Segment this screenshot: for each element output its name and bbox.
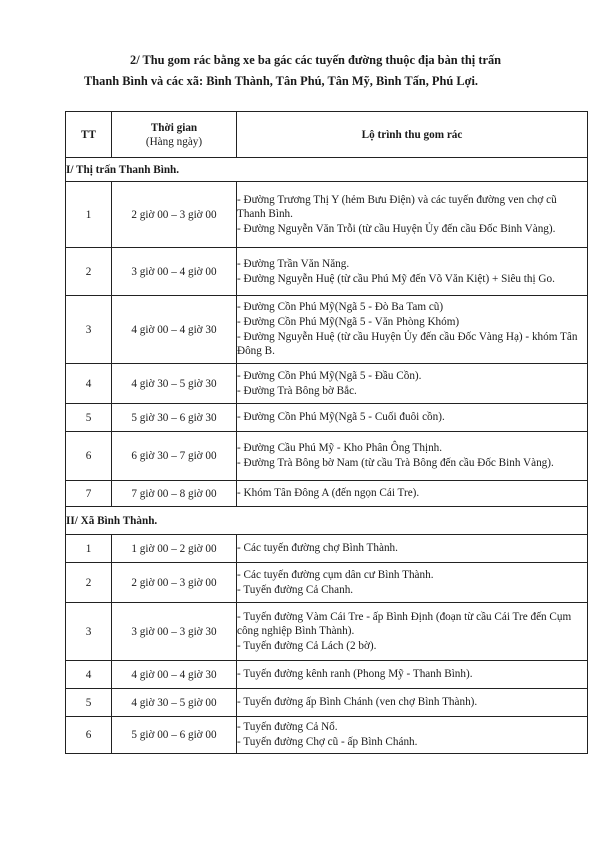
- table-row: [66, 404, 588, 432]
- row-route: [237, 535, 588, 563]
- table-row: [66, 182, 588, 248]
- table-row: [66, 535, 588, 563]
- row-time: 4 giờ 00 – 4 giờ 30: [112, 661, 237, 689]
- row-route: [237, 248, 588, 296]
- table-row: [66, 364, 588, 404]
- route-item: - Các tuyến đường chợ Bình Thành.: [237, 542, 398, 555]
- row-time: 6 giờ 30 – 7 giờ 00: [112, 432, 237, 481]
- row-time: 5 giờ 00 – 6 giờ 00: [112, 717, 237, 754]
- route-item: - Đường Trương Thị Y (hẻm Bưu Điện) và các tuyến đường ven chợ cũ Thanh Bình.: [237, 193, 557, 221]
- heading-line-1: 2/ Thu gom rác bằng xe ba gác các tuyến đường thuộc địa bàn thị trấn: [130, 53, 502, 67]
- row-number: 6: [66, 717, 112, 754]
- route-item: - Đường Nguyễn Huệ (từ cầu Phú Mỹ đến Võ Văn Kiệt) + Siêu thị Go.: [237, 272, 555, 285]
- route-item: - Các tuyến đường cụm dân cư Bình Thành.: [237, 568, 434, 581]
- row-number: 4: [66, 661, 112, 689]
- route-item: - Đường Cầu Phú Mỹ - Kho Phân Ông Thịnh.: [237, 442, 443, 455]
- header-time-sub: (Hàng ngày): [145, 135, 203, 148]
- row-time: 5 giờ 30 – 6 giờ 30: [112, 404, 237, 432]
- row-number: 1: [66, 535, 112, 563]
- table-row: [66, 563, 588, 603]
- row-time: 1 giờ 00 – 2 giờ 00: [112, 535, 237, 563]
- table-row: [66, 717, 588, 754]
- route-item: - Tuyến đường Chợ cũ - ấp Bình Chánh.: [237, 736, 418, 748]
- route-item: - Đường Cồn Phú Mỹ(Ngã 5 - Cuối đuôi cồn).: [237, 411, 445, 424]
- section-row: [66, 507, 588, 535]
- table-row: [66, 689, 588, 717]
- row-route: [237, 182, 588, 248]
- row-time: 4 giờ 00 – 4 giờ 30: [112, 296, 237, 364]
- section-row: [66, 158, 588, 182]
- route-item: - Khóm Tân Đông A (đến ngọn Cái Tre).: [237, 487, 420, 500]
- row-route: [237, 364, 588, 404]
- table-header-row: [66, 112, 588, 158]
- route-item: - Tuyến đường Cả Chanh.: [237, 583, 354, 596]
- route-item: - Đường Trà Bông bờ Nam (từ cầu Trà Bông đến cầu Đốc Binh Vàng).: [237, 457, 554, 469]
- route-item: - Đường Cồn Phú Mỹ(Ngã 5 - Văn Phòng Khóm): [237, 315, 460, 328]
- row-number: 6: [66, 432, 112, 481]
- row-route: [237, 717, 588, 754]
- row-number: 7: [66, 481, 112, 507]
- row-time: 4 giờ 30 – 5 giờ 00: [112, 689, 237, 717]
- row-time: 7 giờ 00 – 8 giờ 00: [112, 481, 237, 507]
- row-number: 1: [66, 182, 112, 248]
- heading-line-2: Thanh Bình và các xã: Bình Thành, Tân Phú, Tân Mỹ, Bình Tấn, Phú Lợi.: [84, 74, 479, 88]
- route-item: - Đường Nguyễn Văn Trỗi (từ cầu Huyện Ủy đến cầu Đốc Binh Vàng).: [237, 222, 556, 235]
- table-row: [66, 432, 588, 481]
- route-item: - Tuyến đường Cả Lách (2 bờ).: [237, 639, 377, 652]
- table-row: [66, 603, 588, 661]
- header-tt: TT: [66, 112, 112, 158]
- route-item: - Tuyến đường ấp Bình Chánh (ven chợ Bình Thành).: [237, 696, 478, 709]
- row-time: 2 giờ 00 – 3 giờ 00: [112, 563, 237, 603]
- header-time-label: Thời gian: [150, 121, 198, 134]
- route-item: - Tuyến đường kênh ranh (Phong Mỹ - Thanh Bình).: [237, 668, 473, 681]
- header-time: [112, 112, 237, 158]
- row-number: 4: [66, 364, 112, 404]
- route-item: - Đường Cồn Phú Mỹ(Ngã 5 - Đò Ba Tam cũ): [237, 301, 444, 314]
- row-route: [237, 404, 588, 432]
- row-route: [237, 661, 588, 689]
- section-title: I/ Thị trấn Thanh Bình.: [66, 158, 588, 182]
- row-route: [237, 481, 588, 507]
- route-item: - Đường Trà Bông bờ Bắc.: [237, 384, 357, 397]
- table-row: [66, 661, 588, 689]
- row-number: 5: [66, 404, 112, 432]
- row-route: [237, 296, 588, 364]
- row-number: 3: [66, 296, 112, 364]
- route-item: - Tuyến đường Vàm Cái Tre - ấp Bình Định (đoạn từ cầu Cái Tre đến Cụm công nghiệp Bình Thành).: [237, 610, 572, 638]
- table-row: [66, 248, 588, 296]
- row-route: [237, 603, 588, 661]
- row-route: [237, 689, 588, 717]
- header-route: Lộ trình thu gom rác: [237, 112, 588, 158]
- row-time: 2 giờ 00 – 3 giờ 00: [112, 182, 237, 248]
- row-number: 2: [66, 248, 112, 296]
- row-route: [237, 432, 588, 481]
- route-item: - Đường Trần Văn Năng.: [237, 257, 350, 270]
- table-body: [66, 158, 588, 754]
- row-route: [237, 563, 588, 603]
- section-title: II/ Xã Bình Thành.: [66, 507, 588, 535]
- route-item: - Đường Cồn Phú Mỹ(Ngã 5 - Đầu Cồn).: [237, 369, 422, 382]
- table-row: [66, 481, 588, 507]
- table-row: [66, 296, 588, 364]
- row-time: 3 giờ 00 – 4 giờ 00: [112, 248, 237, 296]
- row-number: 2: [66, 563, 112, 603]
- row-time: 3 giờ 00 – 3 giờ 30: [112, 603, 237, 661]
- row-time: 4 giờ 30 – 5 giờ 30: [112, 364, 237, 404]
- route-item: - Tuyến đường Cả Nổ.: [237, 721, 338, 734]
- row-number: 3: [66, 603, 112, 661]
- route-item: - Đường Nguyễn Huệ (từ cầu Huyện Ủy đến cầu Đốc Vàng Hạ) - khóm Tân Đông B.: [237, 330, 578, 358]
- section-heading: [84, 50, 554, 92]
- collection-schedule-table: [65, 111, 588, 754]
- row-number: 5: [66, 689, 112, 717]
